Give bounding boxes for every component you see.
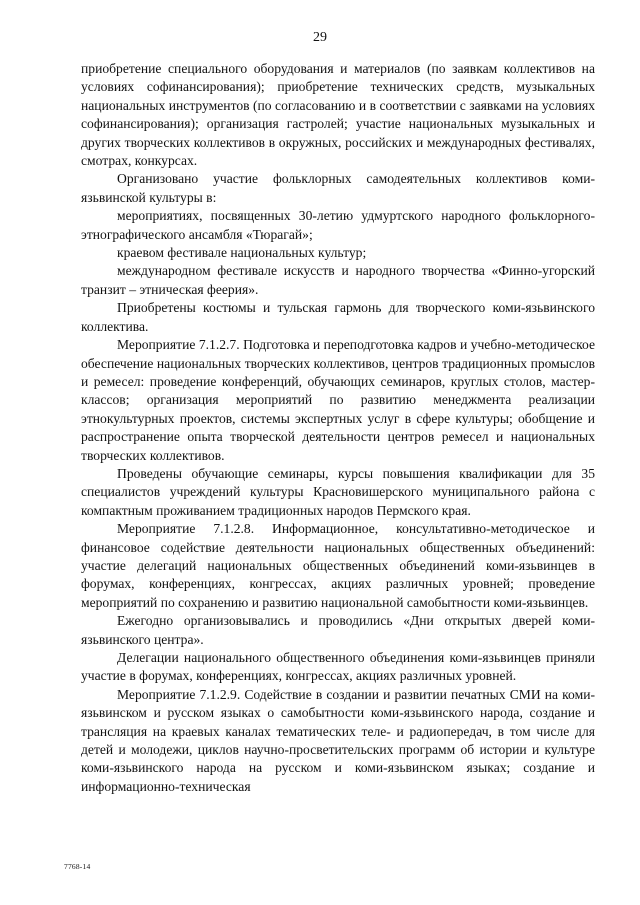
paragraph: приобретение специального оборудования и материалов (по заявкам коллективов на условиях софинансирования); приобретение технических средств, музыкальных национальных инструментов (по согласованию и в соответствии с заявками на условиях софинансирования); организация гастролей; участие национальных музыкальных и других творческих коллективов в окружных, российских и международных фестивалях, смотрах, конкурсах.: [81, 61, 595, 169]
paragraph: Мероприятие 7.1.2.7. Подготовка и переподготовка кадров и учебно-методическое обеспечение национальных творческих коллективов, центров традиционных промыслов и ремесел: проведение конференций, обучающих семинаров, круглых столов, мастер-классов; организация мероприятий по развитию менеджмента реализации этнокультурных проектов, системы экспертных услуг в сфере культуры; обобщение и распространение опыта творческой деятельности центров ремесел и национальных творческих коллективов.: [81, 337, 595, 463]
paragraph: Организовано участие фольклорных самодеятельных коллективов коми-язьвинской культуры в:: [81, 171, 595, 205]
paragraph: Делегации национального общественного объединения коми-язьвинцев приняли участие в форумах, конференциях, конгрессах, акциях различных уровней.: [81, 650, 595, 684]
list-item: мероприятиях, посвященных 30-летию удмуртского народного фольклорного-этнографического ансамбля «Тюрагай»;: [81, 208, 595, 242]
document-body: [81, 60, 595, 796]
paragraph: Приобретены костюмы и тульская гармонь для творческого коми-язьвинского коллектива.: [81, 300, 595, 334]
paragraph: Мероприятие 7.1.2.9. Содействие в создании и развитии печатных СМИ на коми-язьвинском и русском языках о самобытности коми-язьвинского народа, создание и трансляция на краевых каналах тематических теле- и радиопередач, в том числе для детей и молодежи, циклов научно-просветительских программ об истории и культуре коми-язьвинского народа на русском и коми-язьвинском языках; создание и информационно-техническая: [81, 686, 595, 794]
list-item: международном фестивале искусств и народного творчества «Финно-угорский транзит – этническая феерия».: [81, 263, 595, 297]
paragraph: Ежегодно организовывались и проводились «Дни открытых дверей коми-язьвинского центра».: [81, 613, 595, 647]
list-item: краевом фестивале национальных культур;: [117, 245, 367, 261]
document-code: 7768-14: [64, 862, 91, 871]
page-number: 29: [313, 30, 327, 45]
paragraph: Мероприятие 7.1.2.8. Информационное, консультативно-методическое и финансовое содействие деятельности национальных общественных объединений: участие делегаций национальных общественных объединений коми-язьвинцев в форумах, конференциях, конгрессах, акциях различных уровней; проведение мероприятий по сохранению и развитию национальной самобытности коми-язьвинцев.: [81, 521, 595, 610]
paragraph: Проведены обучающие семинары, курсы повышения квалификации для 35 специалистов учреждений культуры Красновишерского муниципального района с компактным проживанием традиционных народов Пермского края.: [81, 465, 595, 518]
